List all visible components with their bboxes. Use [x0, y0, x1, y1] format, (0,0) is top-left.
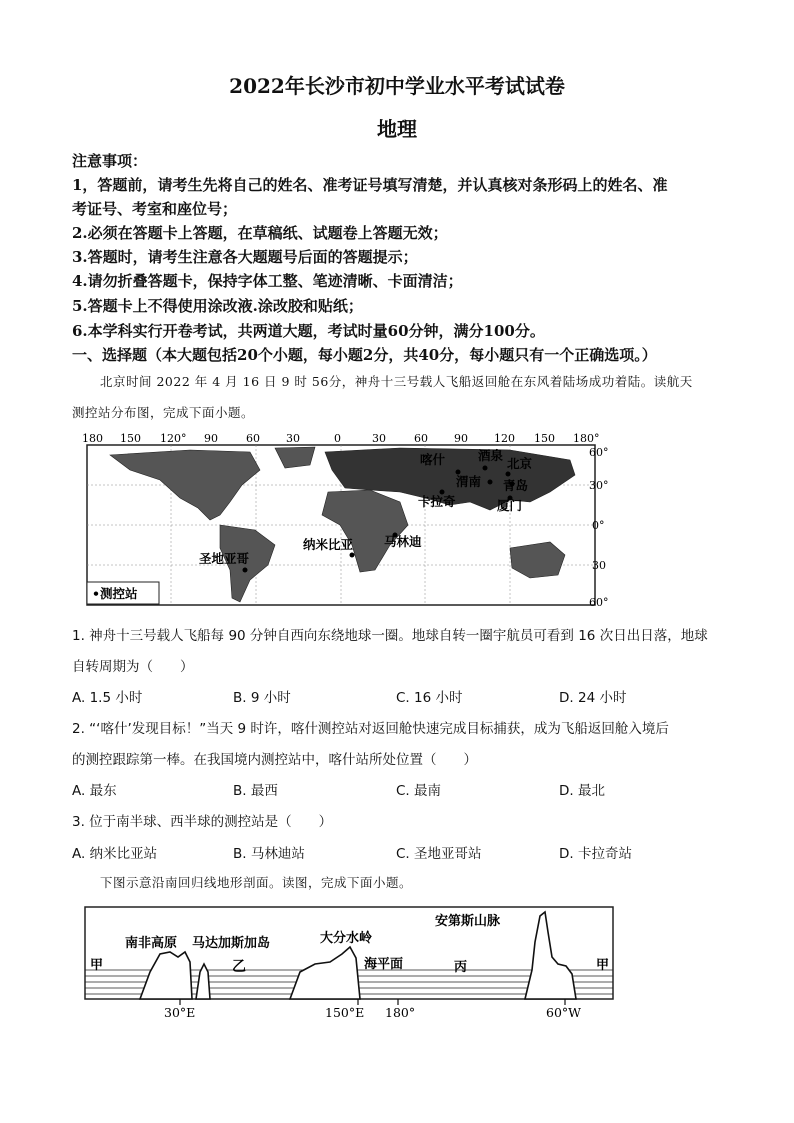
station-dot-jiuquan	[483, 466, 488, 471]
q1-option-b[interactable]: B. 9 小时	[233, 690, 291, 706]
axis-label: 30°E	[164, 1005, 196, 1020]
subject-title: 地理	[377, 117, 417, 141]
q3-option-b[interactable]: B. 马林迪站	[233, 846, 305, 862]
q2-option-d[interactable]: D. 最北	[559, 783, 605, 799]
label-bing: 丙	[454, 960, 468, 975]
right-tick: 60°	[589, 446, 609, 459]
top-tick: 0	[334, 432, 341, 445]
station-dot-weinan	[488, 480, 493, 485]
q1-option-c[interactable]: C. 16 小时	[396, 690, 463, 706]
top-tick: 30	[286, 432, 300, 445]
label-andes: 安第斯山脉	[435, 914, 501, 929]
intro-text: 测控站分布图，完成下面小题。	[72, 405, 255, 420]
q1-option-d[interactable]: D. 24 小时	[559, 690, 627, 706]
right-tick: 0°	[592, 519, 605, 532]
right-tick: 60°	[589, 596, 609, 609]
q3-option-d[interactable]: D. 卡拉奇站	[559, 846, 632, 862]
notice-item: 6.本学科实行开卷考试，共两道大题，考试时量60分钟，满分100分。	[72, 322, 545, 340]
station-label-jiuquan: 酒泉	[478, 448, 504, 463]
right-tick: 30	[592, 559, 606, 572]
station-label-kashgar: 喀什	[420, 452, 446, 467]
terrain-profile	[80, 902, 620, 1020]
right-tick: 30°	[589, 479, 609, 492]
label-jia-west: 甲	[90, 958, 104, 973]
q2-option-c[interactable]: C. 最南	[396, 783, 442, 799]
label-jia-east: 甲	[596, 958, 610, 973]
top-tick: 90	[204, 432, 218, 445]
intro-text: 下图示意沿南回归线地形剖面。读图，完成下面小题。	[100, 875, 413, 890]
axis-label: 180°	[385, 1005, 416, 1020]
q1-option-a[interactable]: A. 1.5 小时	[72, 690, 143, 706]
q3-option-a[interactable]: A. 纳米比亚站	[72, 846, 158, 862]
question-1-stem-cont: 自转周期为（ ）	[72, 659, 194, 675]
label-yi: 乙	[232, 959, 246, 975]
station-dot-namibia	[350, 553, 355, 558]
q2-option-b[interactable]: B. 最西	[233, 783, 278, 799]
question-2-stem: 2. “‘喀什’发现目标！”当天 9 时许，喀什测控站对返回舱快速完成目标捕获，成为飞船返回舱入境后	[72, 721, 669, 737]
notice-item: 考证号、考室和座位号；	[72, 200, 238, 218]
station-dot-santiago	[243, 568, 248, 573]
top-tick: 120°	[160, 432, 187, 445]
notice-item: 5.答题卡上不得使用涂改液.涂改胶和贴纸；	[72, 297, 363, 315]
top-tick: 60	[246, 432, 260, 445]
top-tick: 150	[534, 432, 555, 445]
axis-label: 150°E	[325, 1005, 365, 1020]
top-tick: 60	[414, 432, 428, 445]
notice-item: 3.答题时，请考生注意各大题题号后面的答题提示；	[72, 248, 418, 266]
top-tick: 30	[372, 432, 386, 445]
page-title: 2022年长沙市初中学业水平考试试卷	[229, 74, 565, 98]
section-heading: 一、选择题（本大题包括20个小题，每小题2分，共40分，每小题只有一个正确选项。）	[72, 346, 657, 364]
top-tick: 150	[120, 432, 141, 445]
label-madagascar: 马达加斯加岛	[192, 936, 271, 951]
q2-option-a[interactable]: A. 最东	[72, 783, 117, 799]
station-map	[70, 430, 630, 612]
station-label-karachi: 卡拉奇	[418, 494, 456, 509]
label-south-african-plateau: 南非高原	[125, 936, 178, 951]
question-3-stem: 3. 位于南半球、西半球的测控站是（ ）	[72, 814, 333, 830]
top-tick: 90	[454, 432, 468, 445]
station-label-weinan: 渭南	[456, 474, 482, 489]
notice-item: 1，答题前，请考生先将自己的姓名、准考证号填写清楚，并认真核对条形码上的姓名、准	[72, 176, 668, 194]
station-label-xiamen: 厦门	[497, 498, 523, 513]
station-label-qingdao: 青岛	[503, 478, 529, 493]
intro-text: 北京时间 2022 年 4 月 16 日 9 时 56分，神舟十三号载人飞船返回舱在东风着陆场成功着陆。读航天	[100, 374, 693, 389]
question-1-stem: 1. 神舟十三号载人飞船每 90 分钟自西向东绕地球一圈。地球自转一圈宇航员可看到 16 次日出日落，地球	[72, 628, 708, 644]
axis-label: 60°W	[546, 1005, 582, 1020]
label-sea-level: 海平面	[364, 957, 404, 972]
notice-item: 4.请勿折叠答题卡，保持字体工整、笔迹清晰、卡面清洁；	[72, 272, 463, 290]
top-tick: 180°	[573, 432, 600, 445]
station-label-malindi: 马林迪	[384, 534, 422, 549]
station-label-namibia: 纳米比亚	[303, 537, 354, 552]
station-dot-beijing	[506, 472, 511, 477]
notice-item: 2.必须在答题卡上答题，在草稿纸、试题卷上答题无效；	[72, 224, 448, 242]
station-label-santiago: 圣地亚哥	[199, 551, 250, 566]
top-tick: 120	[494, 432, 515, 445]
notice-heading: 注意事项：	[72, 152, 148, 170]
question-2-stem-cont: 的测控跟踪第一棒。在我国境内测控站中，喀什站所处位置（ ）	[72, 752, 477, 768]
top-tick: 180	[82, 432, 103, 445]
q3-option-c[interactable]: C. 圣地亚哥站	[396, 846, 482, 862]
legend-label: •测控站	[92, 586, 138, 601]
station-label-beijing: 北京	[507, 456, 533, 471]
label-great-dividing-range: 大分水岭	[320, 931, 373, 946]
